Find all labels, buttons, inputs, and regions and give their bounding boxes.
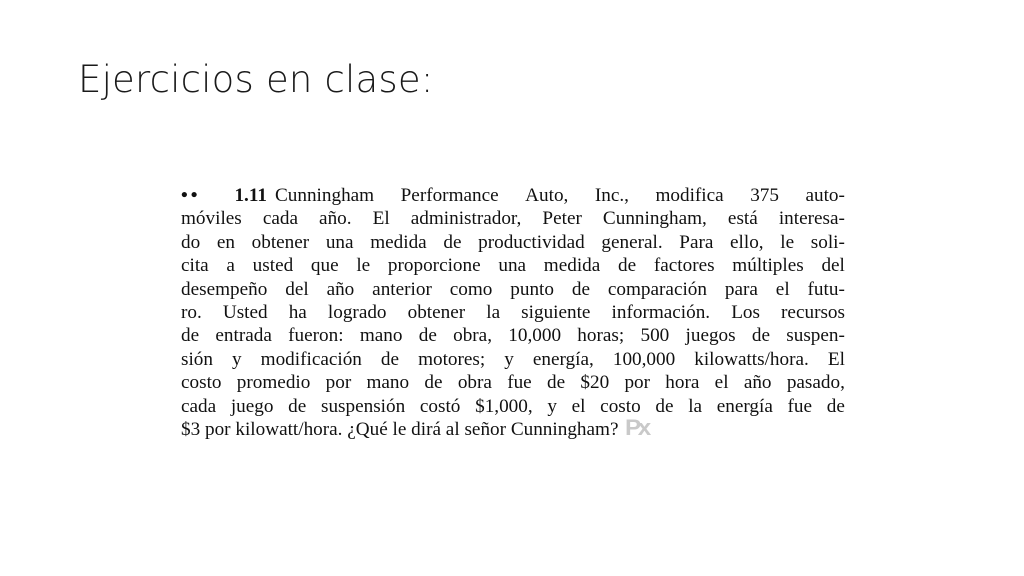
word: fue xyxy=(787,395,813,417)
word: auto- xyxy=(805,185,845,206)
word: fue xyxy=(507,372,532,394)
word: interesa- xyxy=(778,208,845,230)
word: ello, xyxy=(730,231,764,253)
word: mano xyxy=(359,325,403,347)
word: fueron: xyxy=(288,325,344,347)
word: 500 xyxy=(640,325,670,347)
word: suspensión xyxy=(320,395,406,417)
word: de xyxy=(655,395,674,417)
word: Peter xyxy=(542,208,582,230)
word: Usted xyxy=(222,301,268,323)
word: 10,000 xyxy=(508,325,562,347)
word: kilowatts/hora. xyxy=(694,348,809,370)
word: del xyxy=(821,255,845,277)
word: El xyxy=(827,348,845,370)
word: múltiples xyxy=(732,255,804,277)
word: El xyxy=(372,208,390,230)
word: comparación xyxy=(607,278,707,300)
word: general. xyxy=(601,231,663,253)
word: la xyxy=(688,395,703,417)
word: ha xyxy=(288,301,307,323)
word: Cunningham xyxy=(274,185,375,206)
problem-line xyxy=(181,371,845,394)
word: juego xyxy=(230,395,274,417)
problem-line xyxy=(181,324,845,347)
word: de xyxy=(618,255,637,277)
word: sión xyxy=(181,348,213,370)
word: y xyxy=(547,395,557,417)
problem-line xyxy=(181,207,845,230)
word: hora xyxy=(665,372,700,394)
problem-line xyxy=(181,278,845,301)
word: obtener xyxy=(251,231,310,253)
word: juegos xyxy=(685,325,736,347)
word: administrador, xyxy=(410,208,522,230)
word: obtener xyxy=(407,301,466,323)
word: usted xyxy=(252,255,294,277)
word: información. xyxy=(611,301,711,323)
word: y xyxy=(504,348,514,370)
word: logrado xyxy=(327,301,387,323)
word: Los xyxy=(731,301,760,323)
word: Cunningham, xyxy=(602,208,707,230)
word: obra, xyxy=(453,325,492,347)
word: proporcione xyxy=(387,255,481,277)
word: de xyxy=(380,348,400,370)
word: 375 xyxy=(750,185,779,206)
word: mano xyxy=(366,372,410,394)
problem-line xyxy=(181,301,845,324)
word: de xyxy=(288,395,307,417)
word: Performance xyxy=(400,185,499,206)
word: anterior xyxy=(372,278,432,300)
word: ro. xyxy=(181,301,202,323)
word: el xyxy=(775,278,790,300)
word: energía, xyxy=(532,348,594,370)
word: de xyxy=(571,278,590,300)
word: motores; xyxy=(418,348,486,370)
word: Auto, xyxy=(525,185,569,206)
word: por xyxy=(624,372,651,394)
word: año xyxy=(743,372,772,394)
problem-text-block xyxy=(181,184,845,441)
difficulty-bullets: •• xyxy=(181,185,201,206)
word: medida xyxy=(370,231,427,253)
word: productividad xyxy=(478,231,585,253)
problem-number: 1.11 xyxy=(234,185,267,206)
word: Para xyxy=(679,231,714,253)
word: punto xyxy=(510,278,554,300)
word: costo xyxy=(181,372,222,394)
word: modifica xyxy=(655,185,724,206)
word: de xyxy=(443,231,462,253)
word: que xyxy=(310,255,339,277)
word: en xyxy=(216,231,235,253)
word: $20 xyxy=(580,372,610,394)
word: modificación xyxy=(260,348,362,370)
problem-line-text: $3 por kilowatt/hora. ¿Qué le dirá al señor Cunningham? xyxy=(181,418,619,440)
word: medida xyxy=(543,255,601,277)
word: para xyxy=(724,278,758,300)
problem-line-last xyxy=(181,418,845,441)
word: año. xyxy=(319,208,352,230)
word: de xyxy=(546,372,566,394)
word: energía xyxy=(716,395,773,417)
word: $1,000, xyxy=(475,395,533,417)
word: suspen- xyxy=(786,325,845,347)
word: está xyxy=(727,208,758,230)
problem-line xyxy=(181,254,845,277)
problem-line xyxy=(181,231,845,254)
word: y xyxy=(232,348,242,370)
word: obra xyxy=(457,372,492,394)
word: cada xyxy=(262,208,298,230)
word: factores xyxy=(653,255,715,277)
word: el xyxy=(571,395,586,417)
word: Inc., xyxy=(594,185,629,206)
word: 100,000 xyxy=(612,348,676,370)
word: do xyxy=(181,231,201,253)
word: le xyxy=(780,231,795,253)
word: desempeño xyxy=(181,278,268,300)
word: de xyxy=(826,395,845,417)
word: una xyxy=(325,231,354,253)
word: pasado, xyxy=(786,372,845,394)
word: móviles xyxy=(181,208,242,230)
problem-line-text xyxy=(275,184,845,207)
problem-line xyxy=(181,395,845,418)
slide-title: Ejercicios en clase: xyxy=(78,58,434,101)
word: del xyxy=(285,278,309,300)
word: recursos xyxy=(781,301,845,323)
word: promedio xyxy=(236,372,311,394)
word: de xyxy=(418,325,437,347)
word: costo xyxy=(600,395,641,417)
word: el xyxy=(714,372,729,394)
word: horas; xyxy=(577,325,625,347)
word: la xyxy=(486,301,501,323)
word: entrada xyxy=(215,325,272,347)
px-icon: Px xyxy=(625,417,649,440)
word: a xyxy=(226,255,235,277)
word: siguiente xyxy=(521,301,591,323)
word: por xyxy=(325,372,352,394)
word: futu- xyxy=(807,278,845,300)
word: como xyxy=(449,278,493,300)
word: de xyxy=(751,325,771,347)
problem-line xyxy=(181,184,845,207)
word: cita xyxy=(181,255,209,277)
problem-line xyxy=(181,348,845,371)
word: le xyxy=(356,255,371,277)
word: cada xyxy=(181,395,217,417)
word: de xyxy=(181,325,200,347)
word: costó xyxy=(419,395,461,417)
word: una xyxy=(498,255,527,277)
word: de xyxy=(424,372,443,394)
word: año xyxy=(326,278,355,300)
word: soli- xyxy=(810,231,845,253)
